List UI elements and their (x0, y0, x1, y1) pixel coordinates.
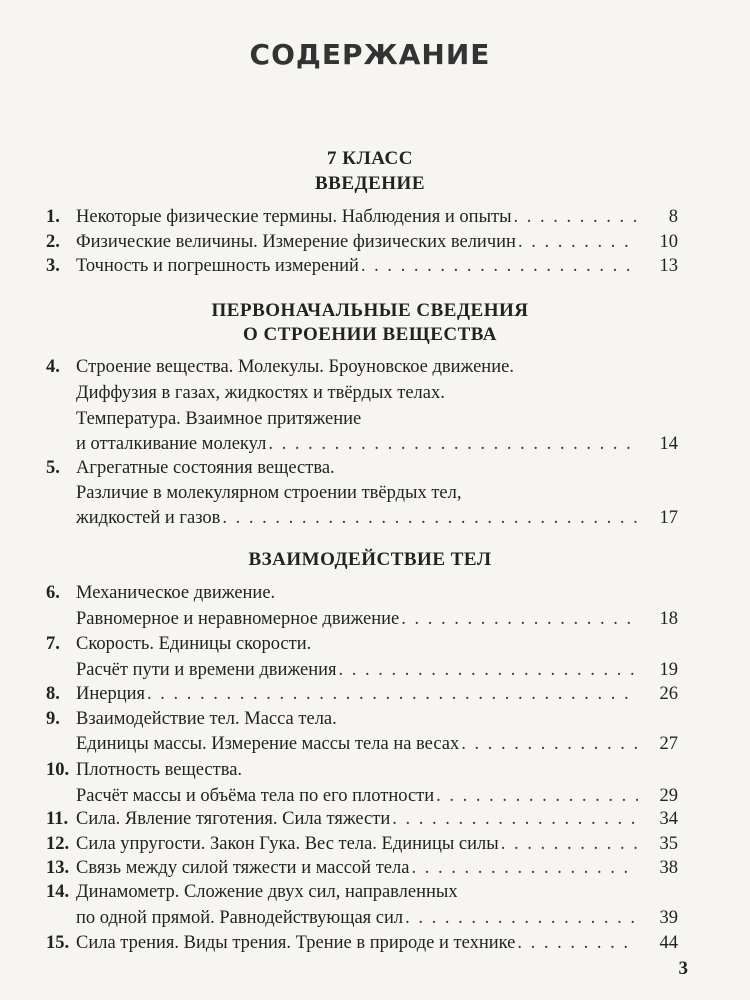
entry-page-number: 39 (659, 908, 678, 928)
entry-text-line (76, 905, 640, 931)
page-number: 3 (678, 958, 688, 979)
entry-number: 9. (46, 709, 60, 729)
section-heading: ВЗАИМОДЕЙСТВИЕ ТЕЛ (248, 549, 492, 570)
entry-text-line (76, 580, 678, 606)
entry-number: 15. (46, 933, 70, 953)
entry-text: жидкостей и газов (76, 508, 221, 528)
entry-page-number: 29 (659, 786, 678, 806)
entry-text-line (76, 380, 678, 406)
entry-number: 8. (46, 684, 60, 704)
section-heading: ПЕРВОНАЧАЛЬНЫЕ СВЕДЕНИЯ (211, 300, 529, 321)
entry-number: 7. (46, 634, 60, 654)
entry-text: Точность и погрешность измерений (76, 256, 359, 276)
entry-text: Единицы массы. Измерение массы тела на весах (76, 734, 460, 754)
grade-heading: 7 КЛАСС (327, 148, 413, 169)
entry-page-number: 27 (659, 734, 678, 754)
entry-text: по одной прямой. Равнодействующая сил (76, 908, 404, 928)
entry-page-number: 10 (659, 232, 678, 252)
entry-text: Агрегатные состояния вещества. (76, 458, 335, 478)
entry-text-line (76, 455, 678, 481)
entry-number: 1. (46, 207, 60, 227)
dot-leader (518, 229, 638, 255)
entry-text: Скорость. Единицы скорости. (76, 634, 312, 654)
dot-leader (405, 905, 638, 931)
entry-text-line (76, 681, 640, 707)
entry-number: 2. (46, 232, 60, 252)
entry-text-line (76, 757, 678, 783)
entry-number: 11. (46, 809, 69, 829)
dot-leader (461, 731, 638, 757)
entry-text-line (76, 354, 678, 380)
entry-page-number: 19 (659, 660, 678, 680)
entry-page-number: 34 (659, 809, 678, 829)
dot-leader (501, 831, 638, 857)
entry-text: Расчёт пути и времени движения (76, 660, 337, 680)
entry-text-line (76, 831, 640, 857)
dot-leader (361, 253, 638, 279)
entry-text: Инерция (76, 684, 146, 704)
entry-text-line (76, 204, 640, 230)
entry-text-line (76, 253, 640, 279)
entry-text-line (76, 631, 678, 657)
entry-text: Равномерное и неравномерное движение (76, 609, 400, 629)
entry-text: Сила трения. Виды трения. Трение в природе и технике (76, 933, 516, 953)
entry-page-number: 44 (659, 933, 678, 953)
entry-page-number: 13 (659, 256, 678, 276)
entry-number: 10. (46, 760, 70, 780)
entry-text-line (76, 731, 640, 757)
entry-text: Связь между силой тяжести и массой тела (76, 858, 410, 878)
entry-text-line (76, 406, 678, 432)
entry-text: Плотность вещества. (76, 760, 243, 780)
entry-text: Сила. Явление тяготения. Сила тяжести (76, 809, 391, 829)
entry-page-number: 17 (659, 508, 678, 528)
entry-text: Температура. Взаимное притяжение (76, 409, 362, 429)
entry-page-number: 8 (668, 207, 678, 227)
dot-leader (517, 930, 638, 956)
entry-number: 13. (46, 858, 70, 878)
section-heading: ВВЕДЕНИЕ (315, 173, 425, 194)
entry-page-number: 35 (659, 834, 678, 854)
page-title: СОДЕРЖАНИЕ (249, 38, 491, 71)
entry-page-number: 18 (659, 609, 678, 629)
entry-text-line (76, 855, 640, 881)
entry-text: Диффузия в газах, жидкостях и твёрдых телах. (76, 383, 445, 403)
entry-text-line (76, 706, 678, 732)
entry-text: Строение вещества. Молекулы. Броуновское движение. (76, 357, 514, 377)
entry-number: 5. (46, 458, 60, 478)
entry-text: Механическое движение. (76, 583, 276, 603)
dot-leader (392, 806, 638, 832)
entry-text-line (76, 480, 678, 506)
dot-leader (401, 606, 638, 632)
dot-leader (411, 855, 638, 881)
entry-text: Различие в молекулярном строении твёрдых тел, (76, 483, 462, 503)
entry-text-line (76, 657, 640, 683)
entry-number: 6. (46, 583, 60, 603)
entry-text: Динамометр. Сложение двух сил, направленных (76, 882, 458, 902)
entry-text-line (76, 930, 640, 956)
entry-text-line (76, 431, 640, 457)
dot-leader (268, 431, 638, 457)
entry-text: Сила упругости. Закон Гука. Вес тела. Единицы силы (76, 834, 499, 854)
entry-text: Расчёт массы и объёма тела по его плотности (76, 786, 435, 806)
entry-page-number: 38 (659, 858, 678, 878)
entry-number: 12. (46, 834, 70, 854)
entry-text: и отталкивание молекул (76, 434, 267, 454)
entry-page-number: 14 (659, 434, 678, 454)
dot-leader (222, 505, 638, 531)
entry-text-line (76, 606, 640, 632)
dot-leader (147, 681, 638, 707)
entry-text: Взаимодействие тел. Масса тела. (76, 709, 337, 729)
entry-number: 14. (46, 882, 70, 902)
dot-leader (339, 657, 639, 683)
entry-number: 3. (46, 256, 60, 276)
entry-text-line (76, 505, 640, 531)
entry-page-number: 26 (659, 684, 678, 704)
entry-text: Физические величины. Измерение физических величин (76, 232, 516, 252)
dot-leader (514, 204, 638, 230)
entry-text: Некоторые физические термины. Наблюдения и опыты (76, 207, 512, 227)
entry-text-line (76, 806, 640, 832)
section-heading: О СТРОЕНИИ ВЕЩЕСТВА (243, 324, 497, 345)
entry-number: 4. (46, 357, 60, 377)
entry-text-line (76, 229, 640, 255)
entry-text-line (76, 879, 678, 905)
